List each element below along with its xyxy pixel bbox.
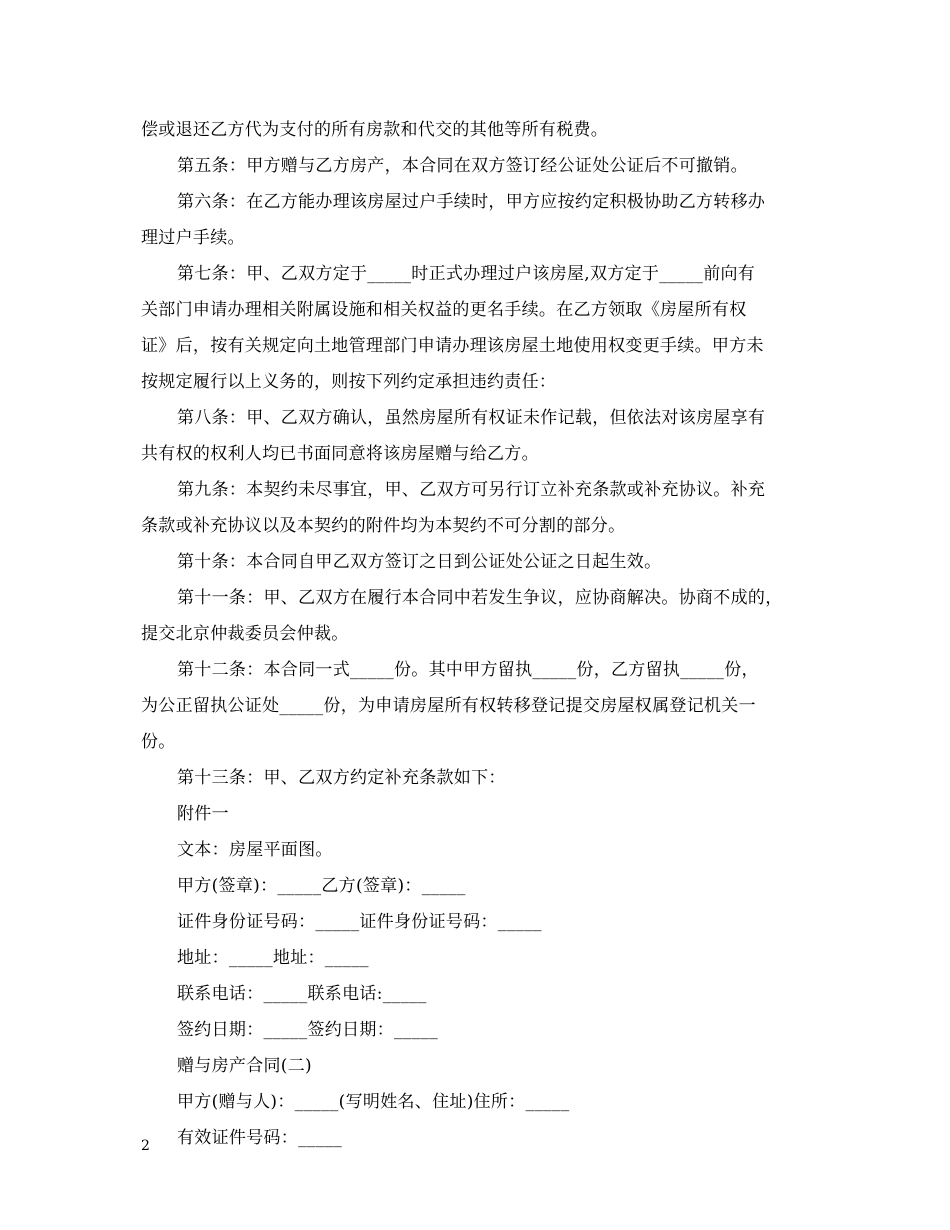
text-line: 第八条：甲、乙双方确认，虽然房屋所有权证未作记载，但依法对该房屋享有	[177, 408, 766, 428]
text-line: 赠与房产合同(二)	[177, 1056, 312, 1076]
text-line: 第十二条：本合同一式_____份。其中甲方留执_____份，乙方留执_____份，	[177, 660, 759, 680]
text-line: 为公正留执公证处_____份，为申请房屋所有权转移登记提交房屋权属登记机关一	[141, 696, 756, 716]
text-line: 条款或补充协议以及本契约的附件均为本契约不可分割的部分。	[141, 516, 626, 536]
text-line: 签约日期：_____签约日期：_____	[177, 1020, 438, 1040]
text-line: 第九条：本契约未尽事宜，甲、乙双方可另行订立补充条款或补充协议。补充	[177, 480, 766, 500]
text-line: 第十一条：甲、乙双方在履行本合同中若发生争议，应协商解决。协商不成的，	[177, 588, 783, 608]
text-line: 共有权的权利人均已书面同意将该房屋赠与给乙方。	[141, 444, 539, 464]
text-line: 第十条：本合同自甲乙双方签订之日到公证处公证之日起生效。	[177, 552, 662, 572]
text-line: 证》后，按有关规定向土地管理部门申请办理该房屋土地使用权变更手续。甲方未	[141, 336, 764, 356]
text-line: 甲方(赠与人)：_____(写明姓名、住址)住所：_____	[177, 1092, 570, 1112]
text-line: 第七条：甲、乙双方定于_____时正式办理过户该房屋,双方定于_____前向有	[177, 264, 756, 284]
text-line: 附件一	[177, 804, 229, 824]
text-line: 地址：_____地址：_____	[177, 948, 369, 968]
text-line: 按规定履行以上义务的，则按下列约定承担违约责任：	[141, 372, 557, 392]
text-line: 第六条：在乙方能办理该房屋过户手续时，甲方应按约定积极协助乙方转移办	[177, 192, 766, 212]
text-line: 理过户手续。	[141, 228, 245, 248]
text-line: 甲方(签章)：_____乙方(签章)：_____	[177, 876, 466, 896]
page-number: 2	[141, 1138, 150, 1154]
text-line: 第五条：甲方赠与乙方房产，本合同在双方签订经公证处公证后不可撤销。	[177, 156, 748, 176]
text-line: 联系电话：_____联系电话:_____	[177, 984, 427, 1004]
text-line: 有效证件号码：_____	[177, 1128, 343, 1148]
text-line: 提交北京仲裁委员会仲裁。	[141, 624, 349, 644]
text-line: 证件身份证号码：_____证件身份证号码：_____	[177, 912, 542, 932]
text-line: 文本：房屋平面图。	[177, 840, 333, 860]
text-line: 份。	[141, 732, 176, 752]
text-line: 关部门申请办理相关附属设施和相关权益的更名手续。在乙方领取《房屋所有权	[141, 300, 747, 320]
text-line: 偿或退还乙方代为支付的所有房款和代交的其他等所有税费。	[141, 120, 609, 140]
document-body	[141, 112, 821, 1156]
text-line: 第十三条：甲、乙双方约定补充条款如下：	[177, 768, 506, 788]
